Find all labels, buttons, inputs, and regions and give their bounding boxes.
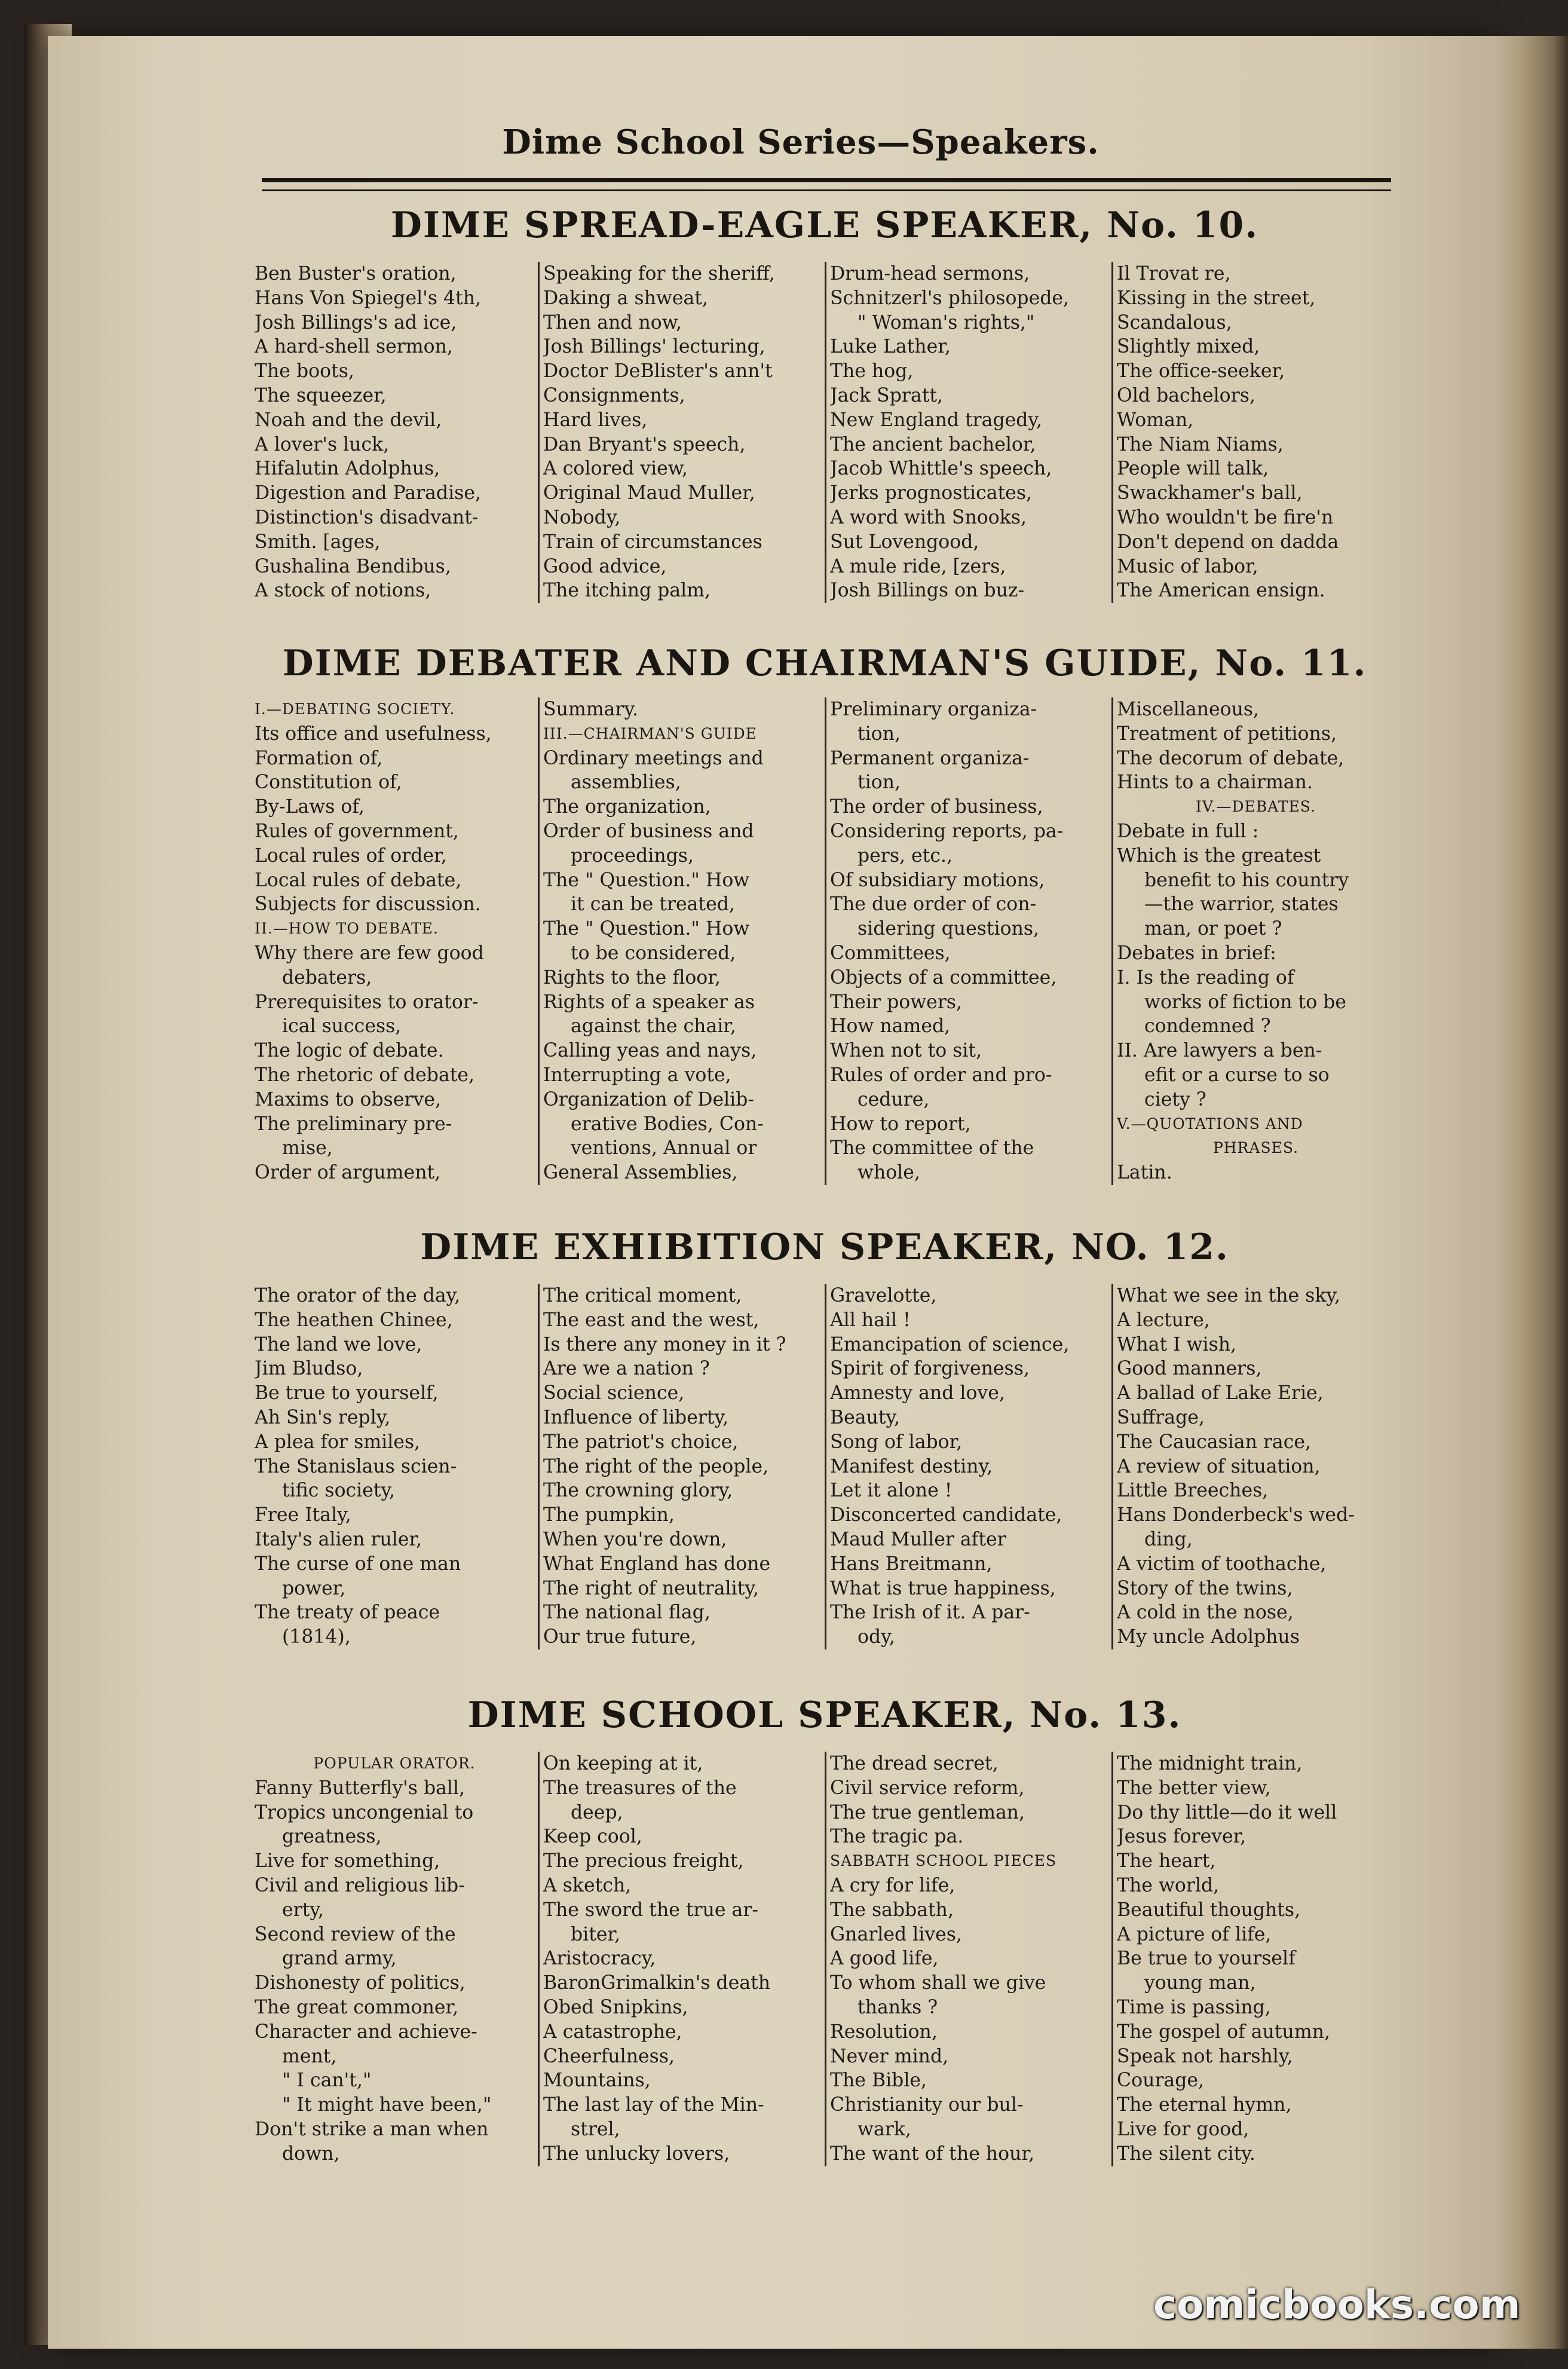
entry-line: Distinction's disadvant- [255, 506, 479, 528]
entry-line: Don't strike a man when [255, 2118, 489, 2140]
entry-line: Interrupting a vote, [543, 1064, 731, 1086]
watermark-text: comicbooks.com [1153, 2282, 1521, 2328]
entry-line: Gravelotte, [830, 1285, 937, 1306]
entry-line: Considering reports, pa- [830, 820, 1064, 842]
entry-line: Debate in full : [1117, 820, 1259, 842]
section-title: DIME EXHIBITION SPEAKER, NO. 12. [420, 1226, 1229, 1268]
entry-line: When not to sit, [830, 1040, 982, 1062]
entry-line: The curse of one man [255, 1553, 461, 1575]
entry-line: The silent city. [1117, 2142, 1255, 2165]
entry-line: Consignments, [543, 384, 685, 406]
column [825, 1284, 1111, 1649]
entry-line: The precious freight, [543, 1850, 744, 1872]
entry-line: The logic of debate. [255, 1040, 444, 1062]
entry-line: The sabbath, [830, 1899, 954, 1921]
entry-line: against the chair, [571, 1015, 736, 1037]
entry-line: The " Question." How [543, 918, 750, 940]
entry-line: The order of business, [830, 796, 1043, 818]
entry-line: Prerequisites to orator- [255, 991, 479, 1013]
entry-line: A colored view, [543, 458, 688, 480]
column [538, 1284, 825, 1649]
entry-line: Little Breeches, [1117, 1480, 1269, 1502]
entry-line: Jesus forever, [1117, 1826, 1247, 1848]
entry-line: Jerks prognosticates, [830, 482, 1032, 504]
entry-line: Daking a shweat, [543, 287, 708, 309]
section-title: DIME DEBATER AND CHAIRMAN'S GUIDE, No. 11. [282, 642, 1367, 684]
entry-line: Manifest destiny, [830, 1455, 993, 1477]
entry-line: Old bachelors, [1117, 384, 1255, 406]
entry-line: " Woman's rights," [858, 311, 1035, 333]
entry-line: The office-seeker, [1117, 360, 1285, 382]
entry-line: " It might have been," [282, 2094, 492, 2116]
entry-line: A good life, [830, 1948, 939, 1970]
entry-line: What I wish, [1117, 1333, 1237, 1355]
entry-line: Rights to the floor, [543, 966, 721, 988]
entry-line: Be true to yourself, [255, 1382, 439, 1404]
entry-line: Noah and the devil, [255, 409, 442, 431]
entry-line: The better view, [1117, 1777, 1271, 1799]
entry-line: The heathen Chinee, [255, 1309, 453, 1331]
entry-line: Tropics uncongenial to [255, 1801, 474, 1823]
entry-line: Rights of a speaker as [543, 991, 755, 1013]
entry-line: Never mind, [830, 2045, 949, 2067]
entry-line: Order of business and [543, 820, 754, 842]
entry-line: to be considered, [571, 942, 736, 964]
entry-line: Live for something, [255, 1850, 440, 1872]
entry-line: Constitution of, [255, 772, 402, 794]
entry-line: Committees, [830, 942, 951, 964]
entry-line: A victim of toothache, [1117, 1553, 1327, 1575]
entry-line: Calling yeas and nays, [543, 1040, 757, 1062]
entry-line: A cry for life, [830, 1874, 956, 1896]
entry-line: Permanent organiza- [830, 747, 1030, 769]
entry-line: down, [282, 2142, 340, 2165]
entry-line: The great commoner, [255, 1996, 459, 2018]
entry-line: On keeping at it, [543, 1753, 703, 1774]
entry-line: To whom shall we give [830, 1972, 1046, 1994]
entry-line: A lover's luck, [255, 433, 390, 455]
entry-line: The due order of con- [830, 893, 1037, 916]
entry-line: The Niam Niams, [1117, 433, 1284, 455]
entry-line: efit or a curse to so [1144, 1064, 1330, 1086]
section-no-10 [251, 204, 1398, 611]
entry-line: Order of argument, [255, 1162, 441, 1184]
entry-line: Disconcerted candidate, [830, 1504, 1062, 1526]
entry-line: whole, [858, 1162, 920, 1184]
entry-line: A stock of notions, [255, 580, 431, 602]
entry-line: The American ensign. [1117, 580, 1325, 602]
entry-line: BaronGrimalkin's death [543, 1972, 771, 1994]
entry-line: Drum-head sermons, [830, 263, 1030, 284]
entry-line: proceedings, [571, 844, 694, 867]
entry-line: deep, [571, 1801, 623, 1823]
entry-line: Debates in brief: [1117, 942, 1276, 964]
entry-line: A catastrophe, [543, 2021, 682, 2043]
entry-line: Local rules of order, [255, 844, 447, 867]
entry-line: it can be treated, [571, 893, 735, 916]
entry-line: By-Laws of, [255, 796, 365, 818]
entry-line: Scandalous, [1117, 311, 1232, 333]
entry-line: Music of labor, [1117, 555, 1258, 577]
entry-line: ventions, Annual or [571, 1137, 757, 1159]
entry-line: Which is the greatest [1117, 844, 1321, 867]
entry-line: assemblies, [571, 772, 681, 794]
entry-line: grand army, [282, 1948, 397, 1970]
entry-line: The " Question." How [543, 869, 750, 891]
entry-line: A ballad of Lake Erie, [1117, 1382, 1324, 1404]
entry-line: Civil service reform, [830, 1777, 1025, 1799]
section-no-13 [251, 1694, 1398, 2208]
entry-line: New England tragedy, [830, 409, 1043, 431]
entry-line: Courage, [1117, 2070, 1205, 2092]
entry-line: Civil and religious lib- [255, 1874, 465, 1896]
column [825, 262, 1111, 603]
entry-line: ment, [282, 2045, 337, 2067]
entry-line: Good manners, [1117, 1358, 1262, 1380]
entry-line: Josh Billings on buz- [830, 580, 1025, 602]
entry-line: Beauty, [830, 1406, 901, 1428]
entry-line: ody, [858, 1626, 895, 1648]
column [538, 697, 825, 1185]
entry-line: biter, [571, 1923, 621, 1945]
entry-line: The ancient bachelor, [830, 433, 1036, 455]
entry-line: Woman, [1117, 409, 1194, 431]
entry-line: What we see in the sky, [1117, 1285, 1341, 1306]
entry-line: What England has done [543, 1553, 771, 1575]
entry-line: Song of labor, [830, 1431, 963, 1453]
column [1111, 1284, 1398, 1649]
entry-line: The eternal hymn, [1117, 2094, 1292, 2116]
entry-line: A mule ride, [zers, [830, 555, 1006, 577]
entry-line: Fanny Butterfly's ball, [255, 1777, 466, 1799]
entry-line: How to report, [830, 1113, 971, 1135]
entry-line: Amnesty and love, [830, 1382, 1005, 1404]
entry-line: When you're down, [543, 1528, 727, 1550]
entry-line: All hail ! [830, 1309, 911, 1331]
entry-line: Gnarled lives, [830, 1923, 962, 1945]
entry-line: Speaking for the sheriff, [543, 263, 775, 284]
entry-line: Miscellaneous, [1117, 699, 1260, 720]
column [251, 262, 538, 603]
entry-line: Good advice, [543, 555, 667, 577]
entry-line: ding, [1144, 1528, 1193, 1550]
entry-line: Summary. [543, 699, 639, 720]
entry-line: Jacob Whittle's speech, [830, 458, 1052, 480]
entry-line: Live for good, [1117, 2118, 1250, 2140]
entry-line: sidering questions, [858, 918, 1040, 940]
entry-line: Ben Buster's oration, [255, 263, 457, 284]
entry-line: Jim Bludso, [255, 1358, 363, 1380]
entry-line: Of subsidiary motions, [830, 869, 1045, 891]
entry-line: Swackhamer's ball, [1117, 482, 1303, 504]
entry-line: A sketch, [543, 1874, 632, 1896]
entry-line: The committee of the [830, 1137, 1034, 1159]
entry-line: Who wouldn't be fire'n [1117, 506, 1334, 528]
entry-line: Speak not harshly, [1117, 2045, 1293, 2067]
entry-line: The critical moment, [543, 1285, 742, 1306]
entry-line: tion, [858, 772, 901, 794]
entry-line: Il Trovat re, [1117, 263, 1231, 284]
entry-line: I.—DEBATING SOCIETY. [255, 700, 455, 718]
entry-line: Hints to a chairman. [1117, 772, 1313, 794]
entry-line: The tragic pa. [830, 1826, 964, 1848]
column [1111, 697, 1398, 1185]
entry-line: IV.—DEBATES. [1196, 798, 1316, 816]
entry-line: The patriot's choice, [543, 1431, 739, 1453]
section-no-12 [251, 1226, 1398, 1675]
entry-line: The midnight train, [1117, 1753, 1303, 1774]
entry-line: (1814), [282, 1626, 351, 1648]
entry-line: Rules of order and pro- [830, 1064, 1052, 1086]
entry-line: Be true to yourself [1117, 1948, 1296, 1970]
entry-line: The sword the true ar- [543, 1899, 759, 1921]
entry-line: strel, [571, 2118, 620, 2140]
entry-line: V.—QUOTATIONS AND [1117, 1115, 1303, 1133]
entry-line: People will talk, [1117, 458, 1269, 480]
entry-line: A picture of life, [1117, 1923, 1272, 1945]
entry-line: The hog, [830, 360, 914, 382]
entry-line: Do thy little—do it well [1117, 1801, 1337, 1823]
entry-line: The crowning glory, [543, 1480, 733, 1502]
entry-line: The world, [1117, 1874, 1220, 1896]
entry-line: tion, [858, 723, 901, 745]
entry-line: The organization, [543, 796, 711, 818]
entry-line: POPULAR ORATOR. [313, 1755, 476, 1772]
entry-line: The right of neutrality, [543, 1577, 759, 1599]
entry-line: The gospel of autumn, [1117, 2021, 1330, 2043]
entry-line: man, or poet ? [1144, 918, 1282, 940]
entry-line: II.—HOW TO DEBATE. [255, 920, 439, 938]
entry-line: Maxims to observe, [255, 1088, 442, 1110]
entry-line: Spirit of forgiveness, [830, 1358, 1030, 1380]
entry-line: What is true happiness, [830, 1577, 1056, 1599]
entry-line: The treaty of peace [255, 1602, 440, 1624]
entry-line: The dread secret, [830, 1753, 999, 1774]
entry-line: A review of situation, [1117, 1455, 1321, 1477]
entry-line: The national flag, [543, 1602, 710, 1624]
entry-line: Our true future, [543, 1626, 697, 1648]
entry-line: Subjects for discussion. [255, 893, 481, 916]
entry-line: pers, etc., [858, 844, 953, 867]
entry-line: The decorum of debate, [1117, 747, 1345, 769]
entry-line: ical success, [282, 1015, 402, 1037]
entry-line: The true gentleman, [830, 1801, 1025, 1823]
entry-line: The squeezer, [255, 384, 387, 406]
entry-line: A lecture, [1117, 1309, 1210, 1331]
column [825, 697, 1111, 1185]
section-columns [251, 1284, 1398, 1649]
entry-line: PHRASES. [1212, 1139, 1299, 1157]
entry-line: cedure, [858, 1088, 930, 1110]
entry-line: The pumpkin, [543, 1504, 675, 1526]
entry-line: Influence of liberty, [543, 1406, 729, 1428]
column [1111, 262, 1398, 603]
entry-line: erative Bodies, Con- [571, 1113, 764, 1135]
entry-line: The Irish of it. A par- [830, 1602, 1030, 1624]
entry-line: The want of the hour, [830, 2142, 1035, 2165]
entry-line: Jack Spratt, [830, 384, 944, 406]
column [538, 262, 825, 603]
entry-line: Are we a nation ? [543, 1358, 710, 1380]
entry-line: wark, [858, 2118, 911, 2140]
entry-line: Nobody, [543, 506, 621, 528]
entry-line: tific society, [282, 1480, 396, 1502]
running-head: Dime School Series—Speakers. [502, 123, 1100, 162]
section-title: DIME SCHOOL SPEAKER, No. 13. [467, 1694, 1182, 1736]
entry-line: Hans Von Spiegel's 4th, [255, 287, 482, 309]
entry-line: The treasures of the [543, 1777, 737, 1799]
column [1111, 1752, 1398, 2166]
entry-line: My uncle Adolphus [1117, 1626, 1300, 1648]
entry-line: Gushalina Bendibus, [255, 555, 451, 577]
entry-line: Its office and usefulness, [255, 723, 492, 745]
column [251, 697, 538, 1185]
entry-line: A word with Snooks, [830, 506, 1027, 528]
entry-line: The Stanislaus scien- [255, 1455, 457, 1477]
entry-line: —the warrior, states [1144, 893, 1339, 916]
entry-line: Don't depend on dadda [1117, 531, 1339, 553]
entry-line: The orator of the day, [255, 1285, 461, 1306]
entry-line: Then and now, [543, 311, 682, 333]
entry-line: The east and the west, [543, 1309, 760, 1331]
entry-line: II. Are lawyers a ben- [1117, 1040, 1322, 1062]
entry-line: Aristocracy, [543, 1948, 656, 1970]
entry-line: The Bible, [830, 2070, 927, 2092]
entry-line: condemned ? [1144, 1015, 1271, 1037]
entry-line: Italy's alien ruler, [255, 1528, 422, 1550]
entry-line: thanks ? [858, 1996, 938, 2018]
entry-line: Latin. [1117, 1162, 1172, 1184]
entry-line: Social science, [543, 1382, 685, 1404]
entry-line: A cold in the nose, [1117, 1602, 1294, 1624]
column [251, 1284, 538, 1649]
entry-line: Why there are few good [255, 942, 484, 964]
entry-line: Original Maud Muller, [543, 482, 755, 504]
entry-line: Maud Muller after [830, 1528, 1006, 1550]
entry-line: The Caucasian race, [1117, 1431, 1311, 1453]
entry-line: ciety ? [1144, 1088, 1206, 1110]
entry-line: " I can't," [282, 2070, 372, 2092]
entry-line: benefit to his country [1144, 869, 1349, 891]
entry-line: Is there any money in it ? [543, 1333, 786, 1355]
entry-line: Kissing in the street, [1117, 287, 1316, 309]
entry-line: The itching palm, [543, 580, 711, 602]
entry-line: Their powers, [830, 991, 963, 1013]
entry-line: young man, [1144, 1972, 1256, 1994]
entry-line: Smith. [ages, [255, 531, 381, 553]
entry-line: Treatment of petitions, [1117, 723, 1337, 745]
entry-line: The preliminary pre- [255, 1113, 452, 1135]
entry-line: greatness, [282, 1826, 382, 1848]
entry-line: Doctor DeBlister's ann't [543, 360, 773, 382]
entry-line: Ah Sin's reply, [255, 1406, 391, 1428]
entry-line: Organization of Delib- [543, 1088, 755, 1110]
entry-line: The rhetoric of debate, [255, 1064, 475, 1086]
running-head-rule [262, 178, 1391, 191]
entry-line: Dan Bryant's speech, [543, 433, 746, 455]
entry-line: The last lay of the Min- [543, 2094, 764, 2116]
section-columns [251, 697, 1398, 1185]
entry-line: Let it alone ! [830, 1480, 953, 1502]
entry-line: The heart, [1117, 1850, 1216, 1872]
entry-line: Preliminary organiza- [830, 699, 1037, 720]
entry-line: Time is passing, [1117, 1996, 1271, 2018]
section-columns [251, 262, 1398, 603]
entry-line: Hans Breitmann, [830, 1553, 993, 1575]
entry-line: erty, [282, 1899, 324, 1921]
entry-line: Josh Billings's ad ice, [255, 311, 457, 333]
book-binding-gutter [1496, 36, 1568, 2349]
section-no-11 [251, 642, 1398, 1204]
entry-line: Dishonesty of politics, [255, 1972, 466, 1994]
entry-line: How named, [830, 1015, 951, 1037]
entry-line: Schnitzerl's philosopede, [830, 287, 1070, 309]
entry-line: Luke Lather, [830, 336, 951, 358]
entry-line: Obed Snipkins, [543, 1996, 688, 2018]
entry-line: Ordinary meetings and [543, 747, 764, 769]
entry-line: Objects of a committee, [830, 966, 1057, 988]
entry-line: A plea for smiles, [255, 1431, 421, 1453]
entry-line: Rules of government, [255, 820, 459, 842]
entry-line: Christianity our bul- [830, 2094, 1024, 2116]
entry-line: Beautiful thoughts, [1117, 1899, 1301, 1921]
column [251, 1752, 538, 2166]
entry-line: Hans Donderbeck's wed- [1117, 1504, 1355, 1526]
entry-line: A hard-shell sermon, [255, 336, 453, 358]
entry-line: Hifalutin Adolphus, [255, 458, 440, 480]
entry-line: Story of the twins, [1117, 1577, 1293, 1599]
entry-line: mise, [282, 1137, 333, 1159]
entry-line: Resolution, [830, 2021, 938, 2043]
entry-line: III.—CHAIRMAN'S GUIDE [543, 724, 757, 742]
entry-line: Josh Billings' lecturing, [543, 336, 765, 358]
entry-line: debaters, [282, 966, 372, 988]
entry-line: Character and achieve- [255, 2021, 477, 2043]
entry-line: Second review of the [255, 1923, 456, 1945]
column [538, 1752, 825, 2166]
entry-line: Slightly mixed, [1117, 336, 1260, 358]
section-columns [251, 1752, 1398, 2166]
entry-line: I. Is the reading of [1117, 966, 1294, 988]
entry-line: Train of circumstances [543, 531, 762, 553]
entry-line: General Assemblies, [543, 1162, 738, 1184]
entry-line: power, [282, 1577, 346, 1599]
entry-line: works of fiction to be [1144, 991, 1346, 1013]
entry-line: The boots, [255, 360, 354, 382]
entry-line: The right of the people, [543, 1455, 769, 1477]
entry-line: Hard lives, [543, 409, 648, 431]
entry-line: Emancipation of science, [830, 1333, 1070, 1355]
entry-line: Mountains, [543, 2070, 651, 2092]
entry-line: Cheerfulness, [543, 2045, 675, 2067]
entry-line: Digestion and Paradise, [255, 482, 481, 504]
entry-line: Keep cool, [543, 1826, 642, 1848]
entry-line: The land we love, [255, 1333, 422, 1355]
entry-line: Local rules of debate, [255, 869, 462, 891]
column [825, 1752, 1111, 2166]
section-title: DIME SPREAD-EAGLE SPEAKER, No. 10. [390, 204, 1259, 246]
entry-line: The unlucky lovers, [543, 2142, 730, 2165]
entry-line: Formation of, [255, 747, 383, 769]
entry-line: Sut Lovengood, [830, 531, 979, 553]
entry-line: SABBATH SCHOOL PIECES [830, 1852, 1057, 1870]
entry-line: Suffrage, [1117, 1406, 1205, 1428]
entry-line: Free Italy, [255, 1504, 351, 1526]
